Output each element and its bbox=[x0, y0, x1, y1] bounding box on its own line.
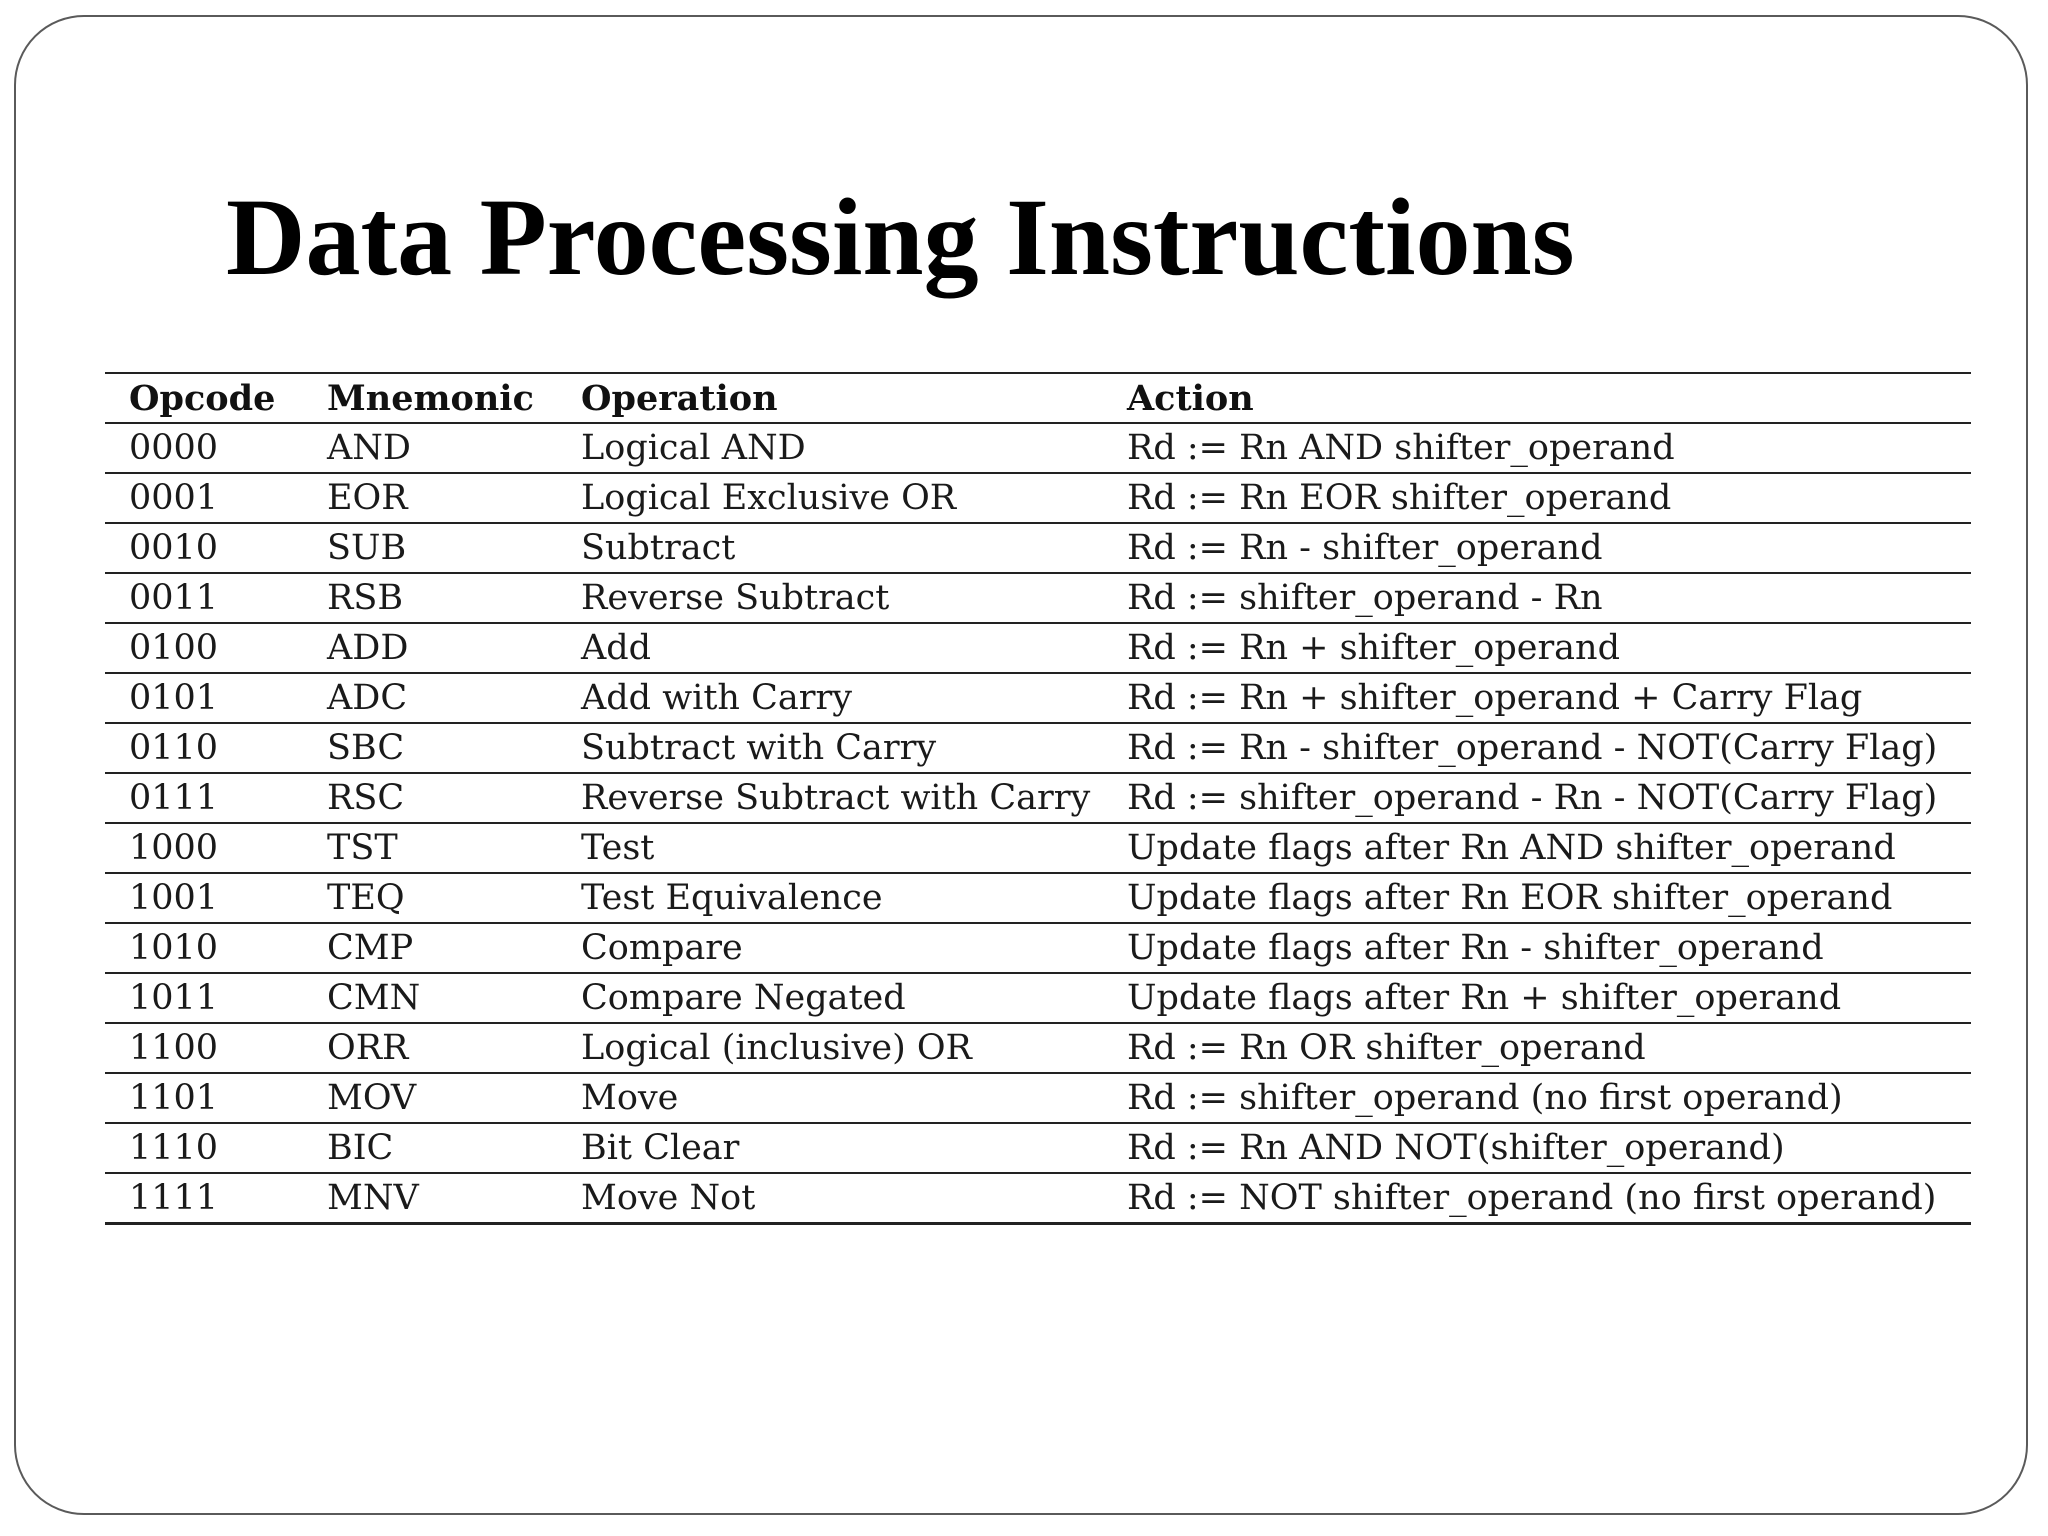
cell-operation: Bit Clear bbox=[557, 1123, 1103, 1173]
instruction-table-container bbox=[105, 372, 1971, 1225]
table-row bbox=[105, 473, 1971, 523]
header-operation: Operation bbox=[557, 373, 1103, 423]
cell-operation: Subtract with Carry bbox=[557, 723, 1103, 773]
cell-opcode: 1011 bbox=[105, 973, 303, 1023]
cell-operation: Compare Negated bbox=[557, 973, 1103, 1023]
cell-action: Rd := shifter_operand - Rn bbox=[1103, 573, 1971, 623]
table-row bbox=[105, 723, 1971, 773]
cell-operation: Add with Carry bbox=[557, 673, 1103, 723]
cell-opcode: 0010 bbox=[105, 523, 303, 573]
cell-action: Rd := Rn + shifter_operand + Carry Flag bbox=[1103, 673, 1971, 723]
cell-opcode: 0011 bbox=[105, 573, 303, 623]
header-opcode: Opcode bbox=[105, 373, 303, 423]
cell-opcode: 0110 bbox=[105, 723, 303, 773]
cell-opcode: 1010 bbox=[105, 923, 303, 973]
cell-mnemonic: ADD bbox=[303, 623, 557, 673]
cell-mnemonic: RSB bbox=[303, 573, 557, 623]
cell-operation: Move bbox=[557, 1073, 1103, 1123]
cell-action: Rd := Rn - shifter_operand bbox=[1103, 523, 1971, 573]
cell-opcode: 1110 bbox=[105, 1123, 303, 1173]
cell-mnemonic: TST bbox=[303, 823, 557, 873]
cell-action: Rd := shifter_operand (no first operand) bbox=[1103, 1073, 1971, 1123]
cell-mnemonic: MNV bbox=[303, 1173, 557, 1224]
table-row bbox=[105, 1123, 1971, 1173]
table-row bbox=[105, 1073, 1971, 1123]
cell-action: Rd := Rn - shifter_operand - NOT(Carry Flag) bbox=[1103, 723, 1971, 773]
cell-opcode: 1101 bbox=[105, 1073, 303, 1123]
cell-action: Rd := Rn EOR shifter_operand bbox=[1103, 473, 1971, 523]
cell-operation: Reverse Subtract bbox=[557, 573, 1103, 623]
cell-mnemonic: TEQ bbox=[303, 873, 557, 923]
cell-operation: Logical Exclusive OR bbox=[557, 473, 1103, 523]
cell-mnemonic: MOV bbox=[303, 1073, 557, 1123]
cell-action: Rd := Rn AND shifter_operand bbox=[1103, 423, 1971, 473]
cell-mnemonic: RSC bbox=[303, 773, 557, 823]
cell-opcode: 0100 bbox=[105, 623, 303, 673]
cell-mnemonic: SBC bbox=[303, 723, 557, 773]
cell-operation: Test bbox=[557, 823, 1103, 873]
cell-action: Rd := Rn AND NOT(shifter_operand) bbox=[1103, 1123, 1971, 1173]
header-action: Action bbox=[1103, 373, 1971, 423]
table-row bbox=[105, 923, 1971, 973]
cell-action: Rd := Rn + shifter_operand bbox=[1103, 623, 1971, 673]
table-row bbox=[105, 573, 1971, 623]
cell-mnemonic: SUB bbox=[303, 523, 557, 573]
cell-opcode: 0000 bbox=[105, 423, 303, 473]
cell-action: Update flags after Rn EOR shifter_operand bbox=[1103, 873, 1971, 923]
cell-operation: Subtract bbox=[557, 523, 1103, 573]
cell-mnemonic: ADC bbox=[303, 673, 557, 723]
cell-mnemonic: CMN bbox=[303, 973, 557, 1023]
cell-opcode: 0001 bbox=[105, 473, 303, 523]
table-row bbox=[105, 973, 1971, 1023]
header-mnemonic: Mnemonic bbox=[303, 373, 557, 423]
cell-opcode: 1001 bbox=[105, 873, 303, 923]
cell-opcode: 0101 bbox=[105, 673, 303, 723]
table-row bbox=[105, 423, 1971, 473]
cell-action: Update flags after Rn + shifter_operand bbox=[1103, 973, 1971, 1023]
cell-mnemonic: EOR bbox=[303, 473, 557, 523]
cell-operation: Reverse Subtract with Carry bbox=[557, 773, 1103, 823]
instruction-table bbox=[105, 372, 1971, 1225]
table-row bbox=[105, 673, 1971, 723]
cell-action: Update flags after Rn AND shifter_operand bbox=[1103, 823, 1971, 873]
cell-opcode: 1111 bbox=[105, 1173, 303, 1224]
table-row bbox=[105, 773, 1971, 823]
cell-operation: Add bbox=[557, 623, 1103, 673]
cell-opcode: 1100 bbox=[105, 1023, 303, 1073]
cell-action: Update flags after Rn - shifter_operand bbox=[1103, 923, 1971, 973]
table-header-row bbox=[105, 373, 1971, 423]
cell-operation: Test Equivalence bbox=[557, 873, 1103, 923]
cell-action: Rd := shifter_operand - Rn - NOT(Carry Flag) bbox=[1103, 773, 1971, 823]
cell-opcode: 1000 bbox=[105, 823, 303, 873]
cell-action: Rd := Rn OR shifter_operand bbox=[1103, 1023, 1971, 1073]
cell-opcode: 0111 bbox=[105, 773, 303, 823]
cell-operation: Logical AND bbox=[557, 423, 1103, 473]
slide-title: Data Processing Instructions bbox=[226, 176, 1575, 298]
cell-mnemonic: ORR bbox=[303, 1023, 557, 1073]
table-row bbox=[105, 623, 1971, 673]
cell-mnemonic: CMP bbox=[303, 923, 557, 973]
cell-action: Rd := NOT shifter_operand (no first operand) bbox=[1103, 1173, 1971, 1224]
table-row bbox=[105, 823, 1971, 873]
table-row bbox=[105, 523, 1971, 573]
cell-operation: Logical (inclusive) OR bbox=[557, 1023, 1103, 1073]
cell-mnemonic: AND bbox=[303, 423, 557, 473]
cell-mnemonic: BIC bbox=[303, 1123, 557, 1173]
table-row bbox=[105, 1173, 1971, 1224]
cell-operation: Move Not bbox=[557, 1173, 1103, 1224]
table-row bbox=[105, 873, 1971, 923]
cell-operation: Compare bbox=[557, 923, 1103, 973]
table-row bbox=[105, 1023, 1971, 1073]
